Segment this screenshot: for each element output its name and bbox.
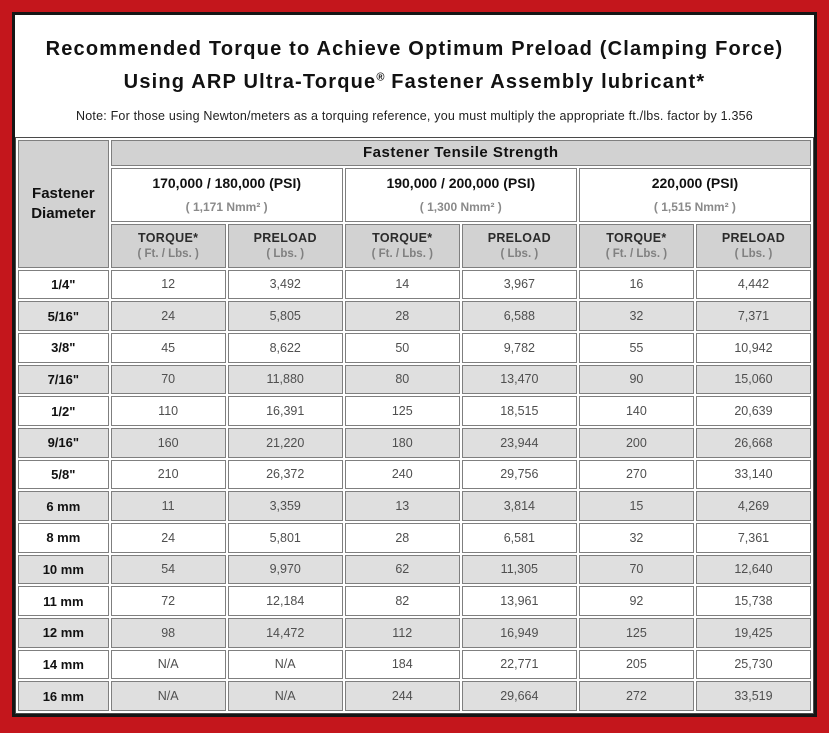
value-cell: 24 (111, 301, 226, 331)
psi-value: 170,000 / 180,000 (PSI) (152, 175, 301, 192)
value-cell: 23,944 (462, 428, 577, 458)
torque-header-2: TORQUE* ( Ft. / Lbs. ) (345, 224, 460, 268)
torque-table (15, 137, 814, 714)
table-row (18, 270, 811, 300)
content-frame (12, 12, 817, 717)
value-cell: 18,515 (462, 396, 577, 426)
title-line-2: Using ARP Ultra-Torque® Fastener Assembly lubricant* (123, 70, 706, 93)
tensile-header-row (18, 140, 811, 166)
value-cell: 16 (579, 270, 694, 300)
value-cell: 12 (111, 270, 226, 300)
value-cell: 29,664 (462, 681, 577, 711)
value-cell: 16,949 (462, 618, 577, 648)
value-cell: 70 (111, 365, 226, 395)
value-cell: 9,782 (462, 333, 577, 363)
value-cell: 70 (579, 555, 694, 585)
value-cell: 26,372 (228, 460, 343, 490)
value-cell: 28 (345, 301, 460, 331)
value-cell: 270 (579, 460, 694, 490)
value-cell: 15,738 (696, 586, 811, 616)
value-cell: 6,581 (462, 523, 577, 553)
diameter-cell: 16 mm (18, 681, 109, 711)
table-row (18, 586, 811, 616)
diameter-cell: 1/2" (18, 396, 109, 426)
value-cell: 11,880 (228, 365, 343, 395)
value-cell: 20,639 (696, 396, 811, 426)
preload-header-1: PRELOAD ( Lbs. ) (228, 224, 343, 268)
value-cell: 13,470 (462, 365, 577, 395)
value-cell: 11,305 (462, 555, 577, 585)
page-title (21, 35, 808, 96)
value-cell: 19,425 (696, 618, 811, 648)
value-cell: 33,140 (696, 460, 811, 490)
value-cell: 16,391 (228, 396, 343, 426)
nmm-value: ( 1,300 Nmm² ) (419, 200, 502, 215)
value-cell: 14 (345, 270, 460, 300)
title-block (15, 15, 814, 131)
value-cell: 3,359 (228, 491, 343, 521)
value-cell: 33,519 (696, 681, 811, 711)
value-cell: 3,492 (228, 270, 343, 300)
value-cell: 3,967 (462, 270, 577, 300)
diameter-cell: 12 mm (18, 618, 109, 648)
table-row (18, 523, 811, 553)
corner-header-cell: Fastener Diameter (18, 140, 109, 268)
table-row (18, 333, 811, 363)
tensile-strength-header: Fastener Tensile Strength (111, 140, 811, 166)
value-cell: 10,942 (696, 333, 811, 363)
table-row (18, 491, 811, 521)
diameter-cell: 8 mm (18, 523, 109, 553)
value-cell: 62 (345, 555, 460, 585)
diameter-cell: 6 mm (18, 491, 109, 521)
value-cell: 5,801 (228, 523, 343, 553)
value-cell: 25,730 (696, 650, 811, 680)
value-cell: 210 (111, 460, 226, 490)
table-row (18, 396, 811, 426)
value-cell: 90 (579, 365, 694, 395)
value-cell: 205 (579, 650, 694, 680)
preload-header-3: PRELOAD ( Lbs. ) (696, 224, 811, 268)
value-cell: 15,060 (696, 365, 811, 395)
nmm-value: ( 1,171 Nmm² ) (185, 200, 268, 215)
value-cell: 112 (345, 618, 460, 648)
value-cell: 12,640 (696, 555, 811, 585)
diameter-cell: 11 mm (18, 586, 109, 616)
registered-mark: ® (376, 71, 385, 83)
diameter-cell: 3/8" (18, 333, 109, 363)
value-cell: 13 (345, 491, 460, 521)
value-cell: 26,668 (696, 428, 811, 458)
diameter-cell: 10 mm (18, 555, 109, 585)
value-cell: 32 (579, 523, 694, 553)
table-body (18, 270, 811, 711)
value-cell: 80 (345, 365, 460, 395)
value-cell: 21,220 (228, 428, 343, 458)
value-cell: 92 (579, 586, 694, 616)
value-cell: 7,361 (696, 523, 811, 553)
preload-header-2: PRELOAD ( Lbs. ) (462, 224, 577, 268)
value-cell: 12,184 (228, 586, 343, 616)
value-cell: N/A (111, 681, 226, 711)
psi-value: 190,000 / 200,000 (PSI) (386, 175, 536, 192)
diameter-cell: 9/16" (18, 428, 109, 458)
value-cell: 9,970 (228, 555, 343, 585)
diameter-cell: 14 mm (18, 650, 109, 680)
diameter-cell: 5/16" (18, 301, 109, 331)
value-cell: 32 (579, 301, 694, 331)
value-cell: 184 (345, 650, 460, 680)
value-cell: 22,771 (462, 650, 577, 680)
value-cell: 11 (111, 491, 226, 521)
value-cell: 13,961 (462, 586, 577, 616)
value-cell: 8,622 (228, 333, 343, 363)
diameter-cell: 5/8" (18, 460, 109, 490)
note-text: Note: For those using Newton/meters as a torquing reference, you must multiply the appropriate ft./lbs. factor by 1.356 (76, 108, 753, 123)
title-line-1: Recommended Torque to Achieve Optimum Preload (Clamping Force) (45, 38, 784, 60)
value-cell: 72 (111, 586, 226, 616)
value-cell: N/A (228, 650, 343, 680)
value-cell: 125 (345, 396, 460, 426)
value-cell: 180 (345, 428, 460, 458)
table-row (18, 618, 811, 648)
value-cell: N/A (111, 650, 226, 680)
value-cell: 125 (579, 618, 694, 648)
value-cell: 28 (345, 523, 460, 553)
table-row (18, 460, 811, 490)
table-row (18, 650, 811, 680)
value-cell: 6,588 (462, 301, 577, 331)
nmm-value: ( 1,515 Nmm² ) (653, 200, 736, 215)
value-cell: 98 (111, 618, 226, 648)
value-cell: 24 (111, 523, 226, 553)
table-row (18, 555, 811, 585)
value-cell: 82 (345, 586, 460, 616)
table-row (18, 301, 811, 331)
psi-header-row (18, 168, 811, 222)
value-cell: 200 (579, 428, 694, 458)
psi-group-2 (345, 168, 577, 222)
diameter-cell: 7/16" (18, 365, 109, 395)
value-cell: N/A (228, 681, 343, 711)
value-cell: 110 (111, 396, 226, 426)
value-cell: 45 (111, 333, 226, 363)
value-cell: 4,442 (696, 270, 811, 300)
value-cell: 14,472 (228, 618, 343, 648)
value-cell: 3,814 (462, 491, 577, 521)
psi-group-1 (111, 168, 343, 222)
table-row (18, 428, 811, 458)
value-cell: 7,371 (696, 301, 811, 331)
value-cell: 50 (345, 333, 460, 363)
value-cell: 272 (579, 681, 694, 711)
value-cell: 4,269 (696, 491, 811, 521)
table-row (18, 681, 811, 711)
psi-value: 220,000 (PSI) (651, 175, 739, 192)
value-cell: 240 (345, 460, 460, 490)
value-cell: 5,805 (228, 301, 343, 331)
psi-group-3 (579, 168, 811, 222)
torque-header-1: TORQUE* ( Ft. / Lbs. ) (111, 224, 226, 268)
value-cell: 29,756 (462, 460, 577, 490)
value-cell: 55 (579, 333, 694, 363)
unit-header-row (18, 224, 811, 268)
value-cell: 160 (111, 428, 226, 458)
value-cell: 15 (579, 491, 694, 521)
torque-header-3: TORQUE* ( Ft. / Lbs. ) (579, 224, 694, 268)
value-cell: 140 (579, 396, 694, 426)
value-cell: 244 (345, 681, 460, 711)
value-cell: 54 (111, 555, 226, 585)
table-row (18, 365, 811, 395)
diameter-cell: 1/4" (18, 270, 109, 300)
